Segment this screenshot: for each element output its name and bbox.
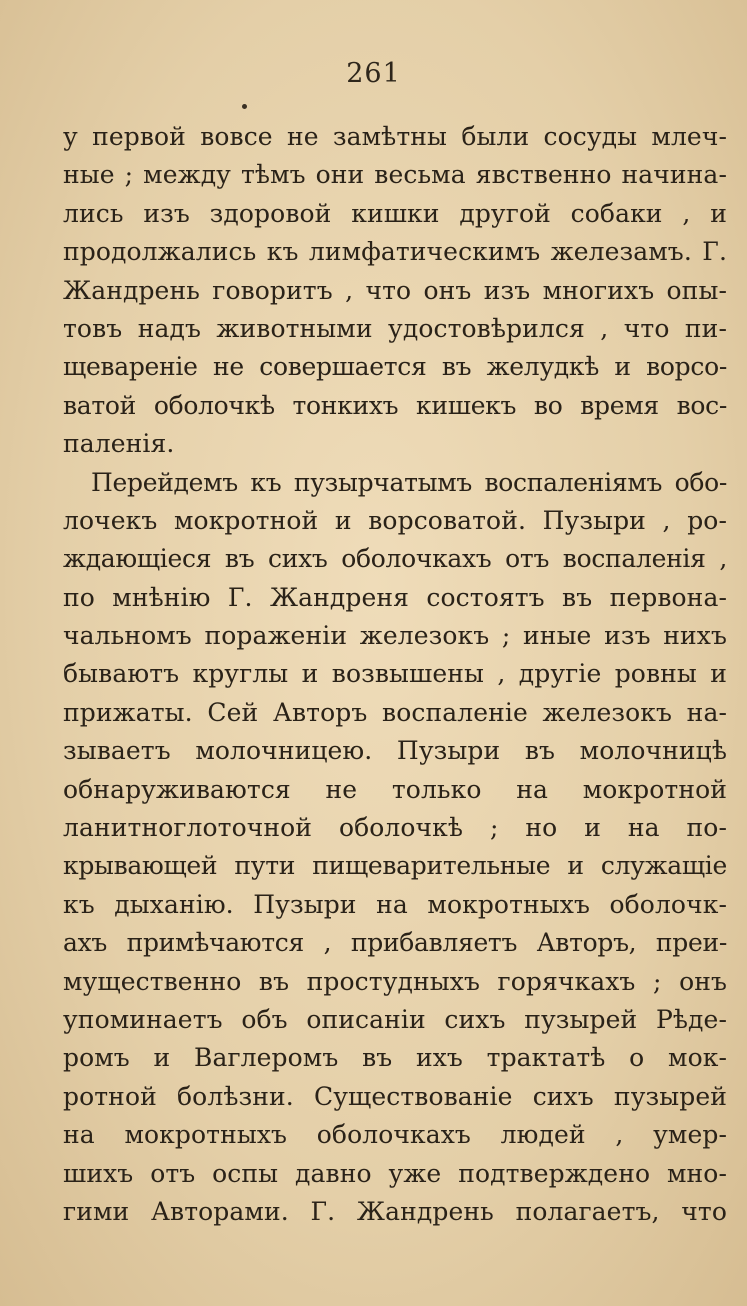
text-line: ватой оболочкѣ тонкихъ кишекъ во время вос- (63, 390, 727, 420)
text-line: ные ; между тѣмъ они весьма явственно начина- (63, 160, 727, 190)
text-line: бываютъ круглы и возвышены , другіе ровны и (63, 659, 727, 689)
text-line: чальномъ пораженіи железокъ ; иные изъ нихъ (63, 621, 727, 651)
text-line: упоминаетъ объ описаніи сихъ пузырей Рѣде- (63, 1004, 727, 1034)
text-line: шихъ отъ оспы давно уже подтверждено мно- (63, 1158, 727, 1188)
text-line: Жандрень говоритъ , что онъ изъ многихъ опы- (63, 275, 727, 305)
text-line: къ дыханію. Пузыри на мокротныхъ оболочк- (63, 889, 727, 919)
text-line: лочекъ мокротной и ворсоватой. Пузыри , ро- (63, 505, 727, 535)
text-line: ротной болѣзни. Существованіе сихъ пузырей (63, 1081, 727, 1111)
text-line: продолжались къ лимфатическимъ железамъ. Г. (63, 237, 727, 267)
text-line: по мнѣнію Г. Жандреня состоятъ въ первона- (63, 582, 727, 612)
text-line: крывающей пути пищеварительные и служащіе (63, 851, 727, 881)
body-text (63, 118, 727, 1231)
text-line: ждающіеся въ сихъ оболочкахъ отъ воспаленія , (63, 544, 727, 574)
page-number: 261 (346, 58, 401, 89)
text-line: гими Авторами. Г. Жандрень полагаетъ, что (63, 1196, 727, 1226)
text-line: на мокротныхъ оболочкахъ людей , умер- (63, 1120, 727, 1150)
text-line: зываетъ молочницею. Пузыри въ молочницѣ (63, 736, 727, 766)
text-line: лись изъ здоровой кишки другой собаки , и (63, 198, 727, 228)
text-line: ромъ и Ваглеромъ въ ихъ трактатѣ о мок- (63, 1043, 727, 1073)
text-line: у первой вовсе не замѣтны были сосуды млеч- (63, 122, 727, 151)
text-line: мущественно въ простудныхъ горячкахъ ; онъ (63, 966, 727, 996)
text-line: ахъ примѣчаются , прибавляетъ Авторъ, преи- (63, 928, 727, 958)
ink-dot (242, 104, 247, 109)
text-line: прижаты. Сей Авторъ воспаленіе железокъ на- (63, 697, 727, 727)
text-line: обнаруживаются не только на мокротной (63, 774, 727, 804)
text-line: товъ надъ животными удостовѣрился , что пи- (63, 313, 727, 343)
text-line: щевареніе не совершается въ желудкѣ и ворсо- (63, 352, 727, 382)
text-line: ланитноглоточной оболочкѣ ; но и на по- (63, 813, 727, 843)
paragraph-first-line: Перейдемъ къ пузырчатымъ воспаленіямъ обо- (91, 467, 727, 497)
text-line: паленія. (63, 429, 175, 459)
